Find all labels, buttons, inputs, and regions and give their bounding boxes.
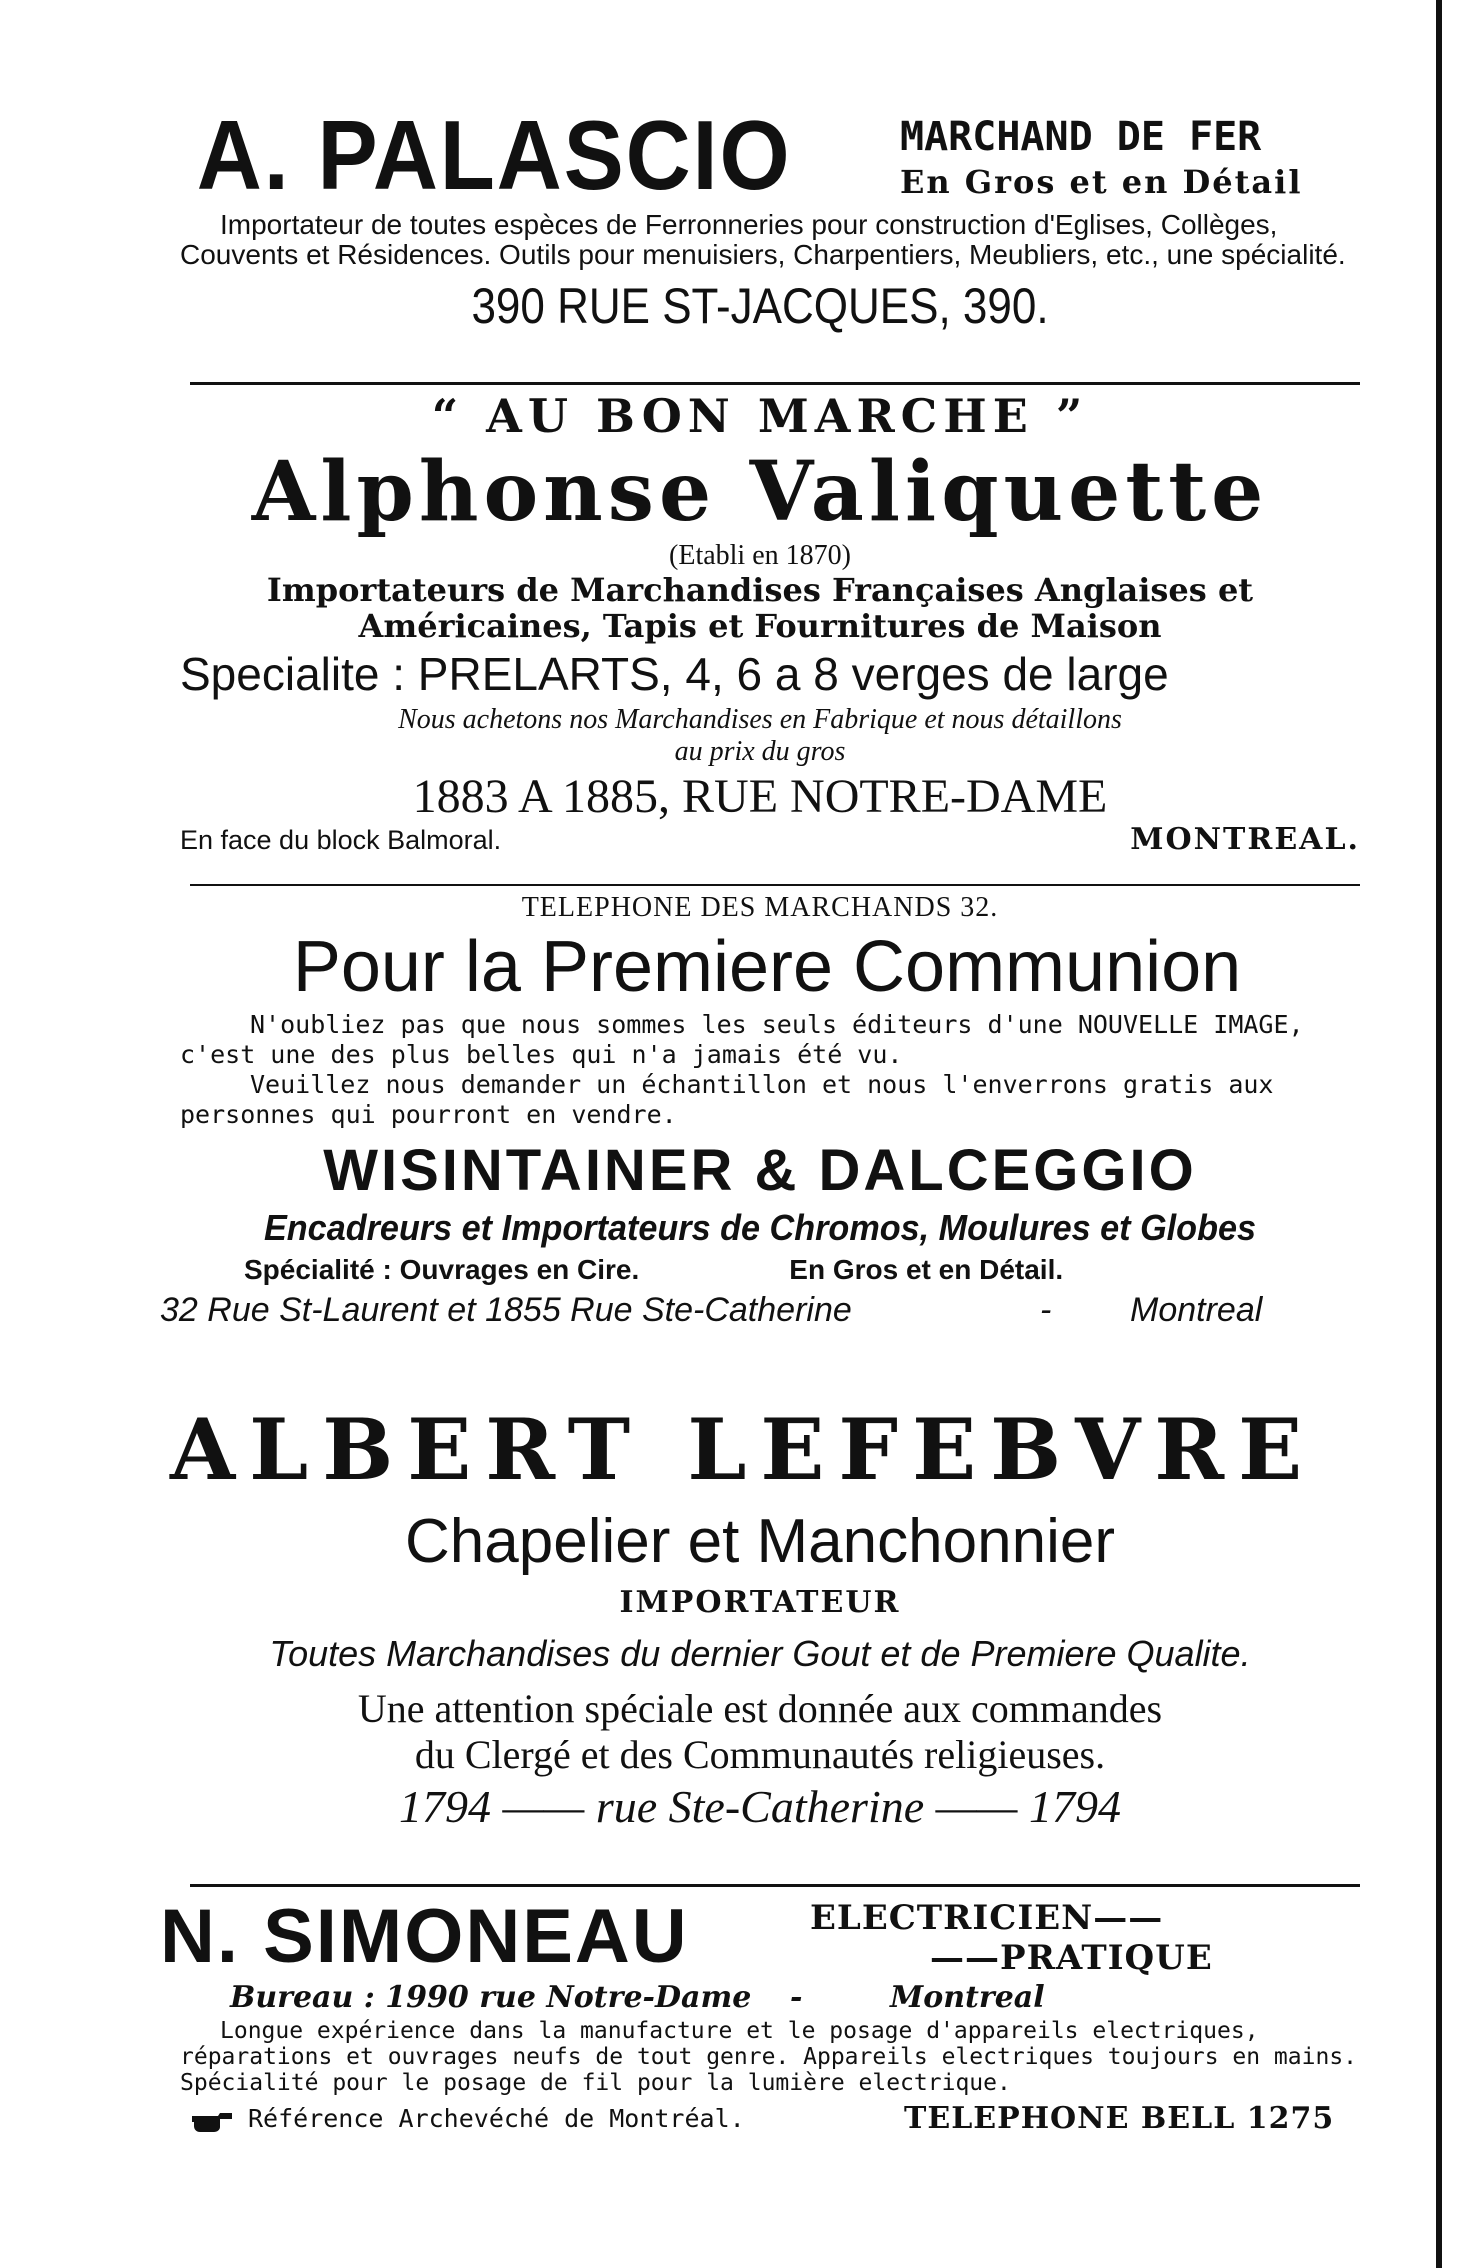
bon-marche-title: “ AU BON MARCHE ” xyxy=(431,389,1089,443)
bon-marche-city: MONTREAL. xyxy=(1130,822,1360,857)
wisintainer-trade: Encadreurs et Importateurs de Chromos, Moulures et Globes xyxy=(263,1207,1257,1248)
simoneau-ad xyxy=(160,1892,1360,2134)
divider-2 xyxy=(190,884,1360,886)
bon-marche-specialty: Specialite : PRELARTS, 4, 6 a 8 verges de large xyxy=(180,648,1169,700)
lefebvre-ad xyxy=(160,1400,1360,1836)
lefebvre-trade: Chapelier et Manchonnier xyxy=(405,1507,1115,1576)
bon-marche-line-1: Importateurs de Marchandises Françaises Anglaises et xyxy=(266,571,1254,609)
bon-marche-established: (Etabli en 1870) xyxy=(669,540,851,571)
bon-marche-note-1: Nous achetons nos Marchandises en Fabrique et nous détaillons xyxy=(398,704,1122,735)
simoneau-name: N. SIMONEAU xyxy=(160,1894,689,1979)
lefebvre-notice-1: Une attention spéciale est donnée aux commandes xyxy=(357,1686,1163,1731)
wisintainer-address: 32 Rue St-Laurent et 1855 Rue Ste-Catherine xyxy=(160,1291,852,1329)
lefebvre-name: ALBERT LEFEBVRE xyxy=(170,1400,1317,1499)
divider-1 xyxy=(190,382,1360,385)
wisintainer-specialty: Spécialité : Ouvrages en Cire. xyxy=(244,1254,640,1285)
simoneau-reference: Référence Archevéché de Montréal. xyxy=(248,2104,745,2133)
divider-3 xyxy=(190,1884,1360,1887)
page-edge xyxy=(1436,0,1442,2268)
lefebvre-tagline: Toutes Marchandises du dernier Gout et de Premiere Qualite. xyxy=(269,1633,1251,1674)
bon-marche-line-2: Américaines, Tapis et Fournitures de Maison xyxy=(358,607,1162,645)
simoneau-office: Bureau : 1990 rue Notre-Dame xyxy=(230,1980,752,2015)
palascio-address: 390 RUE ST-JACQUES, 390. xyxy=(471,278,1049,334)
simoneau-dash: - xyxy=(790,1980,803,2015)
palascio-trade: MARCHAND DE FER xyxy=(900,114,1262,160)
palascio-trade-sub: En Gros et en Détail xyxy=(900,163,1303,201)
lefebvre-importer: IMPORTATEUR xyxy=(619,1585,901,1620)
palascio-ad xyxy=(160,92,1360,336)
wisintainer-city: Montreal xyxy=(1130,1291,1263,1329)
bon-marche-location: En face du block Balmoral. xyxy=(180,825,502,855)
simoneau-trade-1: ELECTRICIEN—— xyxy=(810,1898,1164,1938)
simoneau-trade-2: ——PRATIQUE xyxy=(930,1938,1213,1978)
wisintainer-wholesale: En Gros et en Détail. xyxy=(789,1254,1064,1285)
simoneau-phone: TELEPHONE BELL 1275 xyxy=(904,2101,1335,2136)
pointing-hand-icon xyxy=(190,2108,234,2134)
simoneau-city: Montreal xyxy=(890,1980,1045,2015)
bon-marche-ad xyxy=(160,388,1360,856)
palascio-name: A. PALASCIO xyxy=(196,100,792,210)
lefebvre-notice-2: du Clergé et des Communautés religieuses. xyxy=(414,1732,1106,1777)
communion-text-1: N'oubliez pas que nous sommes les seuls éditeurs d'une NOUVELLE IMAGE, c'est une des plus belles qui n'a jamais été vu. xyxy=(180,1010,1304,1069)
palascio-text: Importateur de toutes espèces de Ferronneries pour construction d'Eglises, Collèges, Couvents et Résidences. Outils pour menuisiers, Charpentiers, Meubliers, etc., une spécialité. xyxy=(180,209,1346,270)
simoneau-text: Longue expérience dans la manufacture et le posage d'appareils electriques, réparations et ouvrages neufs de tout genre. Appareils electriques toujours en mains. Spécialité pour le posage de fil pour la lumière electrique. xyxy=(180,2018,1358,2096)
bon-marche-address: 1883 A 1885, RUE NOTRE-DAME xyxy=(412,770,1108,823)
merchants-phone: TELEPHONE DES MARCHANDS 32. xyxy=(521,892,999,923)
communion-headline: Pour la Premiere Communion xyxy=(292,927,1242,1007)
communion-text-2: Veuillez nous demander un échantillon et nous l'enverrons gratis aux personnes qui pourront en vendre. xyxy=(180,1070,1274,1129)
bon-marche-name: Alphonse Valiquette xyxy=(251,444,1269,540)
wisintainer-name: WISINTAINER & DALCEGGIO xyxy=(323,1138,1197,1203)
lefebvre-address: 1794 —— rue Ste-Catherine —— 1794 xyxy=(399,1781,1121,1832)
bon-marche-note-2: au prix du gros xyxy=(674,736,846,767)
wisintainer-dash: - xyxy=(1040,1291,1052,1329)
wisintainer-ad xyxy=(160,892,1360,1332)
